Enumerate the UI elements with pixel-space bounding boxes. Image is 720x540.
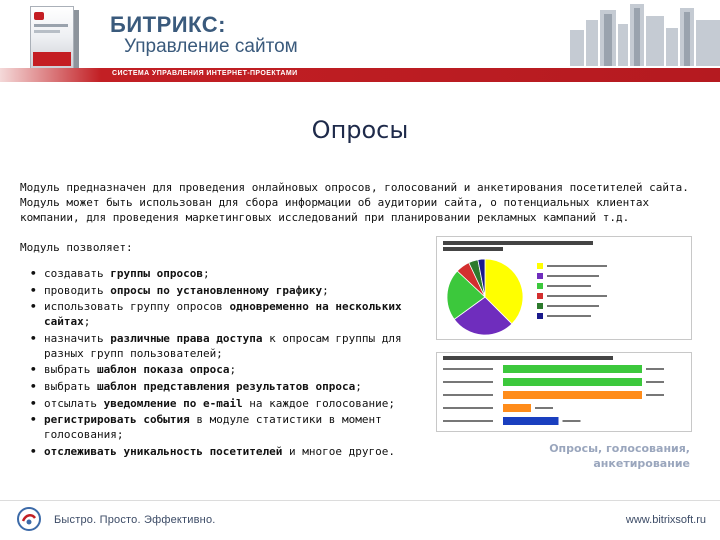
footer-divider bbox=[0, 500, 720, 501]
legend-text-line bbox=[547, 275, 599, 277]
result-bar bbox=[503, 417, 559, 425]
bar-label-line bbox=[443, 381, 493, 383]
list-item: • создавать группы опросов; bbox=[30, 266, 415, 281]
product-box-text bbox=[34, 24, 68, 27]
list-item: • отсылать уведомление по e-mail на каждое голосование; bbox=[30, 396, 415, 411]
legend-text-line bbox=[547, 295, 607, 297]
list-item: • выбрать шаблон показа опроса; bbox=[30, 362, 415, 377]
legend-text-line bbox=[547, 265, 607, 267]
list-item: • регистрировать события в модуле статистики в момент голосования; bbox=[30, 412, 415, 442]
list-item: • назначить различные права доступа к опросам группы для разных групп пользователей; bbox=[30, 331, 415, 361]
bar-percent-line bbox=[646, 381, 664, 383]
list-item: • отслеживать уникальность посетителей и многое другое. bbox=[30, 444, 415, 459]
list-item: • использовать группу опросов одновременно на нескольких сайтах; bbox=[30, 299, 415, 329]
legend-text-line bbox=[547, 285, 591, 287]
bar-percent-line bbox=[563, 420, 581, 422]
header-red-bar bbox=[0, 68, 720, 82]
brand-title: БИТРИКС: bbox=[110, 12, 226, 37]
poll-pie-graphic bbox=[437, 237, 691, 339]
poll-bar-screenshot bbox=[436, 352, 692, 432]
bar-percent-line bbox=[646, 394, 664, 396]
bar-percent-line bbox=[646, 368, 664, 370]
city-skyline-image bbox=[420, 0, 720, 66]
poll-pie-screenshot bbox=[436, 236, 692, 340]
bar-percent-line bbox=[535, 407, 553, 409]
slide-title: Опросы bbox=[311, 116, 409, 144]
product-box-logo bbox=[34, 12, 44, 20]
product-box-text bbox=[34, 30, 60, 33]
bitrix-logo-icon bbox=[16, 506, 42, 532]
legend-swatch bbox=[537, 303, 543, 309]
bar-label-line bbox=[443, 394, 493, 396]
result-bar bbox=[503, 365, 642, 373]
slide-header bbox=[0, 0, 720, 86]
brand-subtitle: Управление сайтом bbox=[124, 36, 298, 57]
list-item: • проводить опросы по установленному графику; bbox=[30, 283, 415, 298]
result-bar bbox=[503, 404, 531, 412]
product-box-side bbox=[74, 10, 79, 74]
bar-label-line bbox=[443, 407, 493, 409]
result-bar bbox=[503, 378, 642, 386]
legend-swatch bbox=[537, 273, 543, 279]
product-box-image bbox=[30, 6, 78, 74]
legend-swatch bbox=[537, 313, 543, 319]
poll-bar-graphic bbox=[437, 353, 691, 431]
legend-swatch bbox=[537, 293, 543, 299]
image-caption: Опросы, голосования, анкетирование bbox=[549, 442, 690, 470]
product-box-band bbox=[33, 52, 71, 66]
footer-url[interactable]: www.bitrixsoft.ru bbox=[625, 514, 706, 526]
list-item: • выбрать шаблон представления результатов опроса; bbox=[30, 379, 415, 394]
intro-paragraph: Модуль предназначен для проведения онлайновых опросов, голосований и анкетирования посетителей сайта. Модуль может быть использован для сбора информации об аудитории сайта, о потенциальных клиентах компании, для проведения маркетинговых исследований при планировании рекламных кампаний т.д. bbox=[20, 181, 689, 224]
allows-heading: Модуль позволяет: bbox=[20, 241, 133, 254]
footer-slogan: Быстро. Просто. Эффективно. bbox=[54, 514, 216, 526]
bar-label-line bbox=[443, 368, 493, 370]
bar-label-line bbox=[443, 420, 493, 422]
legend-swatch bbox=[537, 283, 543, 289]
legend-swatch bbox=[537, 263, 543, 269]
result-bar bbox=[503, 391, 642, 399]
feature-list bbox=[30, 266, 415, 460]
legend-text-line bbox=[547, 315, 591, 317]
header-tagline: СИСТЕМА УПРАВЛЕНИЯ ИНТЕРНЕТ-ПРОЕКТАМИ bbox=[112, 70, 298, 77]
legend-text-line bbox=[547, 305, 599, 307]
